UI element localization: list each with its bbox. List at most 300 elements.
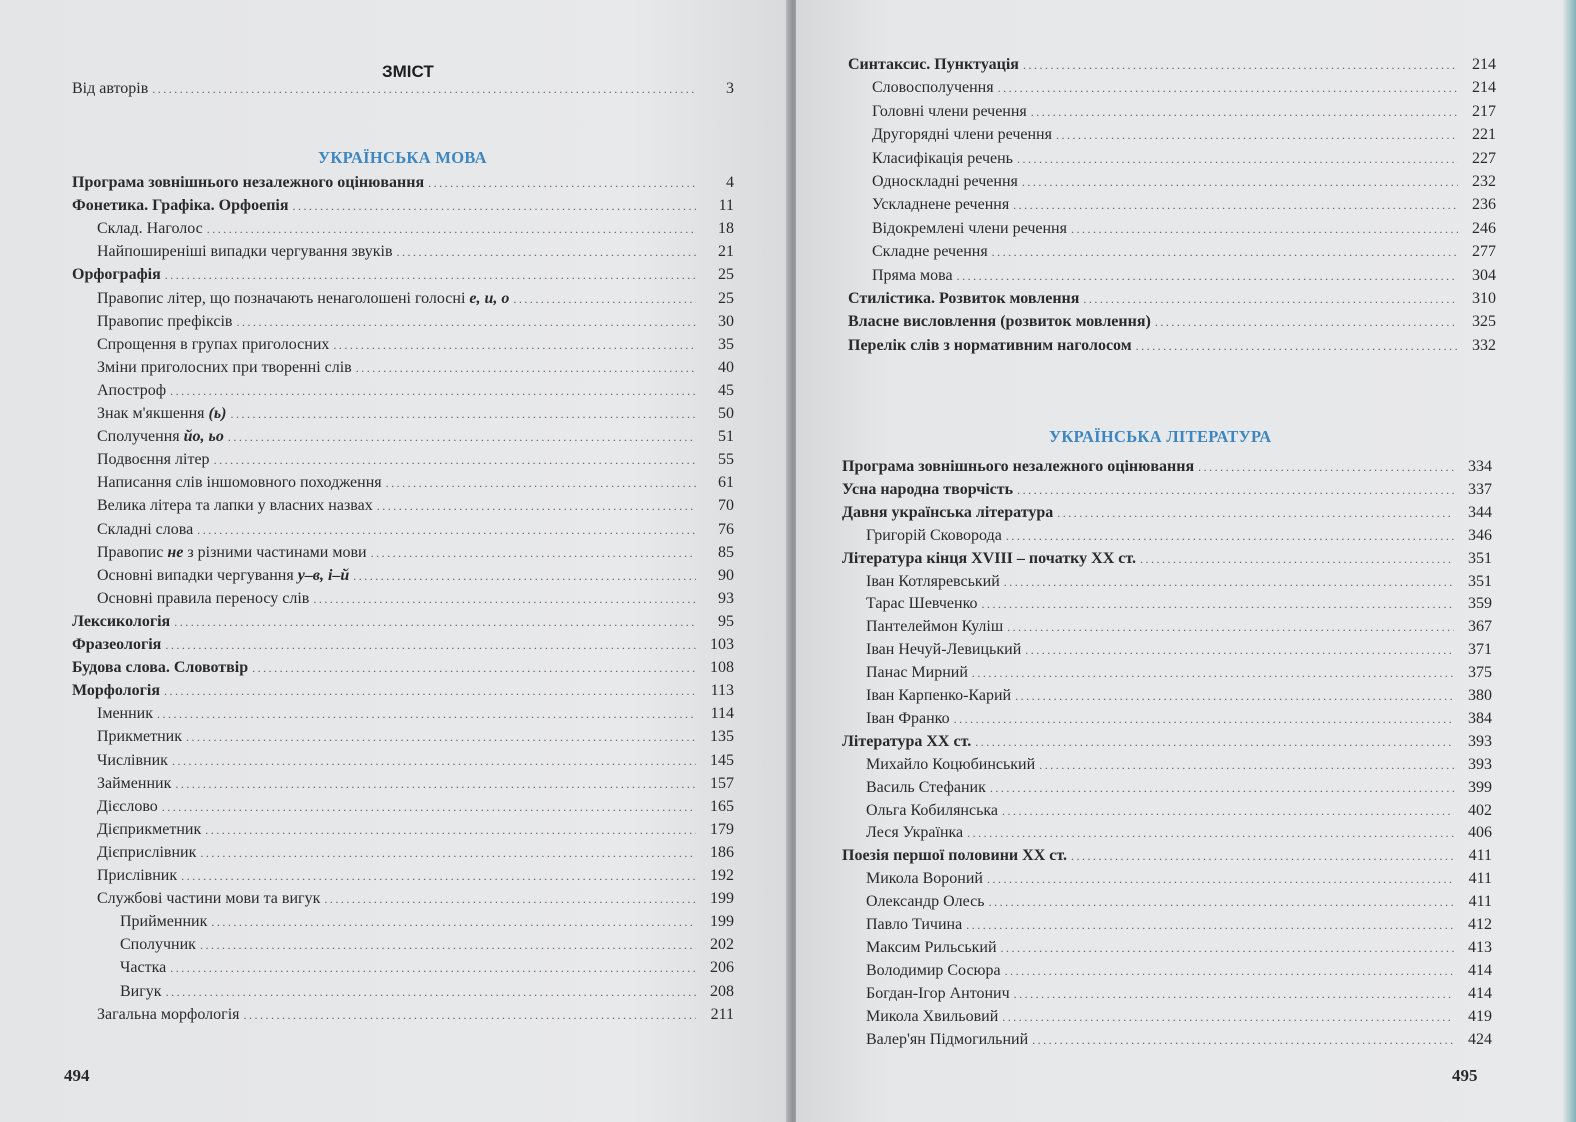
toc-entry-page: 3 [726,80,734,97]
toc-entry-title: Числівник [97,751,168,769]
toc-entry-title: Основні випадки чергування у–в, і–й [97,566,350,584]
toc-entry [97,798,734,816]
toc-entry-page: 11 [718,197,734,215]
toc-leader-dots [397,245,696,260]
toc-entry-title: Іван Карпенко-Карий [866,687,1012,704]
toc-entry-page: 35 [718,335,734,353]
toc-entry-page: 277 [1472,243,1496,261]
toc-entry-title: Григорій Сковорода [866,526,1002,544]
toc-entry-page: 411 [1468,870,1492,888]
toc-entry [872,126,1496,144]
toc-entry-page: 165 [710,797,734,815]
toc-entry-page: 51 [718,428,734,446]
toc-leader-dots [1006,529,1454,544]
toc-entry [842,481,1492,499]
toc-entry [97,451,734,469]
toc-entry [866,962,1492,980]
toc-entry-page: 406 [1468,824,1492,842]
toc-entry-page: 393 [1468,732,1492,750]
section-title-ukrainian-literature: УКРАЇНСЬКА ЛІТЕРАТУРА [1049,427,1272,446]
toc-entry-page: 332 [1472,336,1496,354]
toc-entry [97,428,734,446]
toc-leader-dots [293,199,696,214]
toc-leader-dots [386,476,696,491]
toc-leader-dots [989,895,1454,910]
toc-entry-page: 351 [1468,549,1492,567]
toc-entry-page: 246 [1472,219,1496,237]
toc-entry-page: 214 [1472,56,1496,73]
toc-entry-page: 344 [1468,503,1492,521]
toc-entry-title: Найпоширеніші випадки чергування звуків [97,243,393,261]
toc-entry-title: Знак м'якшення (ь) [97,405,227,422]
toc-leader-dots [165,268,696,283]
toc-entry [848,313,1496,331]
toc-entry-page: 346 [1468,526,1492,544]
toc-entry-page: 367 [1468,618,1492,636]
toc-entry [120,983,734,1001]
toc-leader-dots [992,245,1458,260]
toc-entry [97,544,734,562]
toc-leader-dots [1057,506,1454,521]
toc-leader-dots [1002,804,1454,819]
toc-entry [97,359,734,377]
toc-leader-dots [200,846,696,861]
toc-leader-dots [1001,941,1454,956]
toc-entry [872,196,1496,214]
toc-entry-page: 208 [710,982,734,1000]
toc-entry-title: Відокремлені члени речення [872,219,1067,237]
toc-entry [872,243,1496,261]
toc-entry-page: 70 [718,497,734,515]
toc-entry [72,266,734,284]
toc-entry-page: 334 [1468,458,1492,475]
toc-leader-dots [207,222,696,237]
toc-entry-page: 192 [710,867,734,884]
toc-leader-dots [313,592,696,607]
toc-leader-dots [1136,339,1458,354]
toc-entry-page: 95 [718,612,734,630]
toc-entry-title: Микола Вороний [866,870,983,888]
toc-entry-page: 232 [1472,173,1496,190]
toc-entry [120,936,734,954]
toc-entry-page: 411 [1468,893,1492,911]
toc-entry-title: Ускладнене речення [872,196,1010,214]
toc-leader-dots [1015,689,1454,704]
toc-entry [97,890,734,908]
toc-entry-title: Володимир Сосюра [866,961,1001,979]
toc-entry-page: 359 [1468,595,1492,613]
toc-leader-dots [200,938,696,953]
toc-entry-title: Павло Тичина [866,916,963,933]
toc-entry-title: Правопис не з різними частинами мови [97,543,367,561]
toc-entry-page: 85 [718,543,734,561]
toc-entry-page: 217 [1472,102,1496,120]
toc-entry [866,595,1492,613]
toc-entry-title: Фразеологія [72,636,162,653]
toc-entry-title: Микола Хвильовий [866,1007,999,1025]
toc-entry-page: 18 [718,220,734,238]
toc-entry-title: Орфографія [72,266,161,284]
toc-entry [842,504,1492,522]
toc-entry [72,174,734,192]
toc-entry-title: Василь Стефаник [866,778,986,796]
toc-entry-page: 402 [1468,801,1492,819]
toc-entry-title: Написання слів іншомовного походження [97,474,382,492]
toc-entry-page: 186 [710,843,734,861]
toc-entry-page: 414 [1468,961,1492,979]
toc-entry-page: 393 [1468,755,1492,773]
toc-entry [97,497,734,515]
toc-entry-page: 199 [710,913,734,931]
toc-entry [866,916,1492,934]
toc-leader-dots [982,597,1454,612]
toc-entry-title: Пряма мова [872,266,953,284]
toc-entry-title: Усна народна творчість [842,480,1014,498]
toc-entry-page: 30 [718,312,734,330]
toc-entry-title: Давня українська література [842,503,1054,521]
toc-entry [866,710,1492,728]
toc-entry [97,867,734,885]
toc-entry-page: 380 [1468,687,1492,704]
toc-leader-dots [428,176,696,191]
toc-entry-title: Прикметник [97,728,183,746]
toc-entry-page: 236 [1472,196,1496,214]
toc-entry-page: 114 [710,705,734,723]
toc-entry-page: 21 [718,243,734,261]
toc-entry [866,527,1492,545]
toc-entry-page: 371 [1468,641,1492,659]
toc-entry [866,939,1492,957]
toc-entry-title: Апостроф [97,381,167,399]
toc-entry [97,521,734,539]
toc-entry-title: Займенник [97,774,172,792]
toc-entry-title: Частка [120,959,167,977]
toc-entry-page: 375 [1468,664,1492,682]
toc-entry [872,173,1496,191]
toc-leader-dots [1017,152,1458,167]
toc-entry-title: Другорядні члени речення [872,126,1052,144]
toc-leader-dots [236,315,696,330]
toc-leader-dots [165,638,696,653]
toc-entry-page: 199 [710,890,734,908]
toc-entry-page: 411 [1468,847,1492,865]
toc-entry-page: 206 [710,959,734,977]
toc-entry-title: Література кінця XVIII – початку XX ст. [842,549,1137,567]
page-number-left: 494 [64,1066,90,1085]
toc-leader-dots [377,499,696,514]
toc-entry [97,313,734,331]
toc-leader-dots [164,684,696,699]
toc-leader-dots [1031,105,1458,120]
toc-entry [866,893,1492,911]
toc-leader-dots [1004,575,1454,590]
toc-entry-emphasis: е, и, о [469,289,510,307]
toc-leader-dots [186,730,696,745]
toc-entry-title: Дієприслівник [97,843,197,861]
toc-entry [872,150,1496,168]
toc-entry-title: Дієслово [97,797,158,815]
toc-entry-title: Складне речення [872,243,988,261]
toc-entry-title: Склад. Наголос [97,220,203,238]
toc-entry-page: 414 [1468,984,1492,1002]
toc-leader-dots [230,407,696,422]
toc-entry-page: 103 [710,636,734,653]
toc-entry-title: Морфологія [72,682,160,700]
toc-entry-title: Іван Нечуй-Левицький [866,641,1022,659]
toc-entry [842,550,1492,568]
right-page [796,0,1576,1122]
toc-entry [866,641,1492,659]
toc-entry-page: 384 [1468,709,1492,727]
toc-entry [872,103,1496,121]
toc-leader-dots [170,961,696,976]
toc-entry-title: Спрощення в групах приголосних [97,335,330,353]
toc-leader-dots [166,985,696,1000]
toc-leader-dots [1083,292,1458,307]
toc-entry-title: Загальна морфологія [97,1005,240,1023]
toc-leader-dots [181,869,696,884]
toc-leader-dots [987,872,1454,887]
toc-leader-dots [324,892,696,907]
toc-entry-title: Іван Котляревський [866,572,1000,590]
toc-entry-title: Програма зовнішнього незалежного оцінювання [842,458,1195,475]
toc-entry [848,290,1496,308]
toc-entry-title: Класифікація речень [872,149,1013,167]
toc-entry-title: Службові частини мови та вигук [97,890,321,908]
toc-entry-page: 214 [1472,79,1496,97]
toc-entry-title: Михайло Коцюбинський [866,755,1036,773]
toc-entry-title: Тарас Шевченко [866,595,978,613]
toc-leader-dots [1032,1033,1454,1048]
toc-leader-dots [1007,620,1454,635]
toc-leader-dots [990,781,1454,796]
toc-leader-dots [1140,552,1454,567]
toc-entry-page: 413 [1468,938,1492,956]
toc-entry-page: 55 [718,451,734,469]
toc-leader-dots [1014,987,1454,1002]
toc-leader-dots [1056,128,1458,143]
toc-entry-title: Головні члени речення [872,102,1027,120]
toc-entry-page: 412 [1468,916,1492,933]
toc-entry [866,985,1492,1003]
toc-entry-title: Фонетика. Графіка. Орфоепія [72,197,289,215]
toc-entry-page: 221 [1472,126,1496,144]
toc-entry [120,959,734,977]
toc-entry-title: Іменник [97,705,154,723]
toc-entry-page: 25 [718,289,734,307]
toc-entry-title: Дієприкметник [97,820,202,838]
toc-leader-dots [954,712,1454,727]
toc-leader-dots [1071,849,1454,864]
toc-entry-title: Валер'ян Підмогильний [866,1030,1029,1048]
toc-entry-title: Вигук [120,982,162,1000]
toc-entry [72,80,734,98]
toc-leader-dots [1005,964,1454,979]
toc-entry [97,752,734,770]
toc-entry [72,613,734,631]
toc-entry [120,913,734,931]
toc-entry-page: 202 [710,936,734,954]
toc-leader-dots [972,666,1454,681]
toc-entry-page: 108 [710,659,734,677]
toc-leader-dots [1013,198,1458,213]
toc-entry [97,220,734,238]
toc-leader-dots [957,269,1458,284]
toc-entry [97,336,734,354]
toc-leader-dots [513,292,696,307]
toc-entry [866,779,1492,797]
toc-leader-dots [214,453,696,468]
toc-entry-title: Перелік слів з нормативним наголосом [848,336,1132,354]
toc-entry-page: 93 [718,589,734,607]
toc-entry-page: 40 [718,358,734,376]
toc-leader-dots [1002,1010,1454,1025]
toc-entry-title: Основні правила переносу слів [97,589,310,607]
toc-entry-page: 310 [1472,290,1496,307]
toc-entry [848,337,1496,355]
toc-leader-dots [244,1008,697,1023]
toc-entry [97,382,734,400]
toc-entry-page: 113 [710,682,734,700]
toc-entry-title: Сполучення йо, ьо [97,428,224,446]
toc-leader-dots [170,384,696,399]
toc-entry-page: 211 [710,1005,734,1023]
toc-entry [72,659,734,677]
toc-entry-title: Лексикологія [72,612,171,630]
toc-entry-title: Будова слова. Словотвір [72,659,249,677]
toc-entry-page: 50 [718,405,734,422]
toc-entry [866,870,1492,888]
toc-entry-title: Пантелеймон Куліш [866,618,1004,636]
toc-leader-dots [353,569,696,584]
toc-entry-title: Правопис префіксів [97,312,233,330]
toc-entry-title: Синтаксис. Пунктуація [848,56,1019,73]
toc-entry-title: Іван Франко [866,709,950,727]
toc-entry-title: Подвоєння літер [97,451,210,469]
toc-entry-page: 157 [710,774,734,792]
toc-leader-dots [1025,643,1454,658]
toc-entry [866,573,1492,591]
toc-entry-title: Богдан-Ігор Антонич [866,984,1010,1002]
toc-entry-page: 424 [1468,1030,1492,1048]
toc-entry-title: Поезія першої половини XX ст. [842,847,1067,865]
toc-leader-dots [356,361,696,376]
toc-entry-page: 4 [726,174,734,191]
toc-entry-title: Власне висловлення (розвиток мовлення) [848,313,1151,331]
section-title-ukrainian-language: УКРАЇНСЬКА МОВА [318,148,487,167]
toc-leader-dots [1071,222,1458,237]
toc-entry [97,567,734,585]
page-number-right: 495 [1452,1066,1478,1085]
toc-entry-title: Сполучник [120,936,196,954]
toc-entry [866,756,1492,774]
toc-entry [97,243,734,261]
toc-entry [97,844,734,862]
toc-entry [866,824,1492,842]
toc-leader-dots [1017,483,1454,498]
toc-entry [872,267,1496,285]
toc-entry-page: 61 [718,474,734,492]
toc-leader-dots [1039,758,1454,773]
toc-entry-title: Велика літера та лапки у власних назвах [97,497,373,515]
toc-entry [97,474,734,492]
toc-entry-title: Ольга Кобилянська [866,801,999,819]
toc-leader-dots [157,707,696,722]
toc-entry-title: Програма зовнішнього незалежного оцінювання [72,174,425,191]
toc-leader-dots [1022,175,1458,190]
toc-entry [848,56,1496,74]
toc-leader-dots [211,915,696,930]
toc-entry [842,458,1492,476]
toc-entry-title: Панас Мирний [866,664,968,682]
toc-entry [97,590,734,608]
toc-entry [866,664,1492,682]
toc-leader-dots [1198,460,1454,475]
toc-entry [97,728,734,746]
toc-entry-title: Леся Українка [866,824,964,842]
toc-leader-dots [162,800,696,815]
toc-leader-dots [197,523,696,538]
toc-entry [72,682,734,700]
toc-entry-page: 179 [710,820,734,838]
toc-entry [866,618,1492,636]
toc-entry-page: 135 [710,728,734,746]
toc-leader-dots [966,918,1454,933]
toc-leader-dots [1023,58,1458,73]
toc-entry-title: Олександр Олесь [866,893,985,911]
toc-entry-title: Правопис літер, що позначають ненаголошені голосні е, и, о [97,289,510,307]
toc-entry-page: 337 [1468,480,1492,498]
toc-entry [872,79,1496,97]
toc-entry-title: Прийменник [120,913,208,931]
toc-entry [866,802,1492,820]
toc-leader-dots [1155,315,1458,330]
toc-entry-page: 145 [710,751,734,769]
toc-leader-dots [152,82,696,97]
toc-entry-page: 304 [1472,266,1496,284]
toc-entry-emphasis: не [167,543,184,561]
toc-entry-title: Словосполучення [872,79,994,97]
toc-leader-dots [967,826,1454,841]
toc-entry-title: Зміни приголосних при творенні слів [97,358,352,376]
toc-leader-dots [175,777,696,792]
toc-entry-page: 90 [718,566,734,584]
toc-entry-title: Стилістика. Розвиток мовлення [848,290,1080,307]
toc-entry [866,687,1492,705]
toc-entry-emphasis: у–в, і–й [297,566,350,584]
toc-leader-dots [174,615,696,630]
toc-leader-dots [205,823,696,838]
toc-entry-page: 25 [718,266,734,284]
toc-title: ЗМІСТ [382,62,434,81]
toc-entry [97,1006,734,1024]
toc-entry [97,405,734,423]
toc-entry [97,290,734,308]
toc-entry-page: 227 [1472,149,1496,167]
toc-entry-emphasis: (ь) [208,405,227,422]
toc-entry-page: 76 [718,520,734,538]
toc-entry [872,220,1496,238]
toc-leader-dots [172,754,696,769]
toc-entry-page: 325 [1472,313,1496,331]
toc-entry [866,1008,1492,1026]
toc-entry-page: 419 [1468,1007,1492,1025]
toc-entry-title: Односкладні речення [872,173,1018,190]
toc-leader-dots [975,735,1454,750]
toc-leader-dots [252,661,696,676]
toc-entry-title: Складні слова [97,520,194,538]
toc-leader-dots [998,81,1458,96]
